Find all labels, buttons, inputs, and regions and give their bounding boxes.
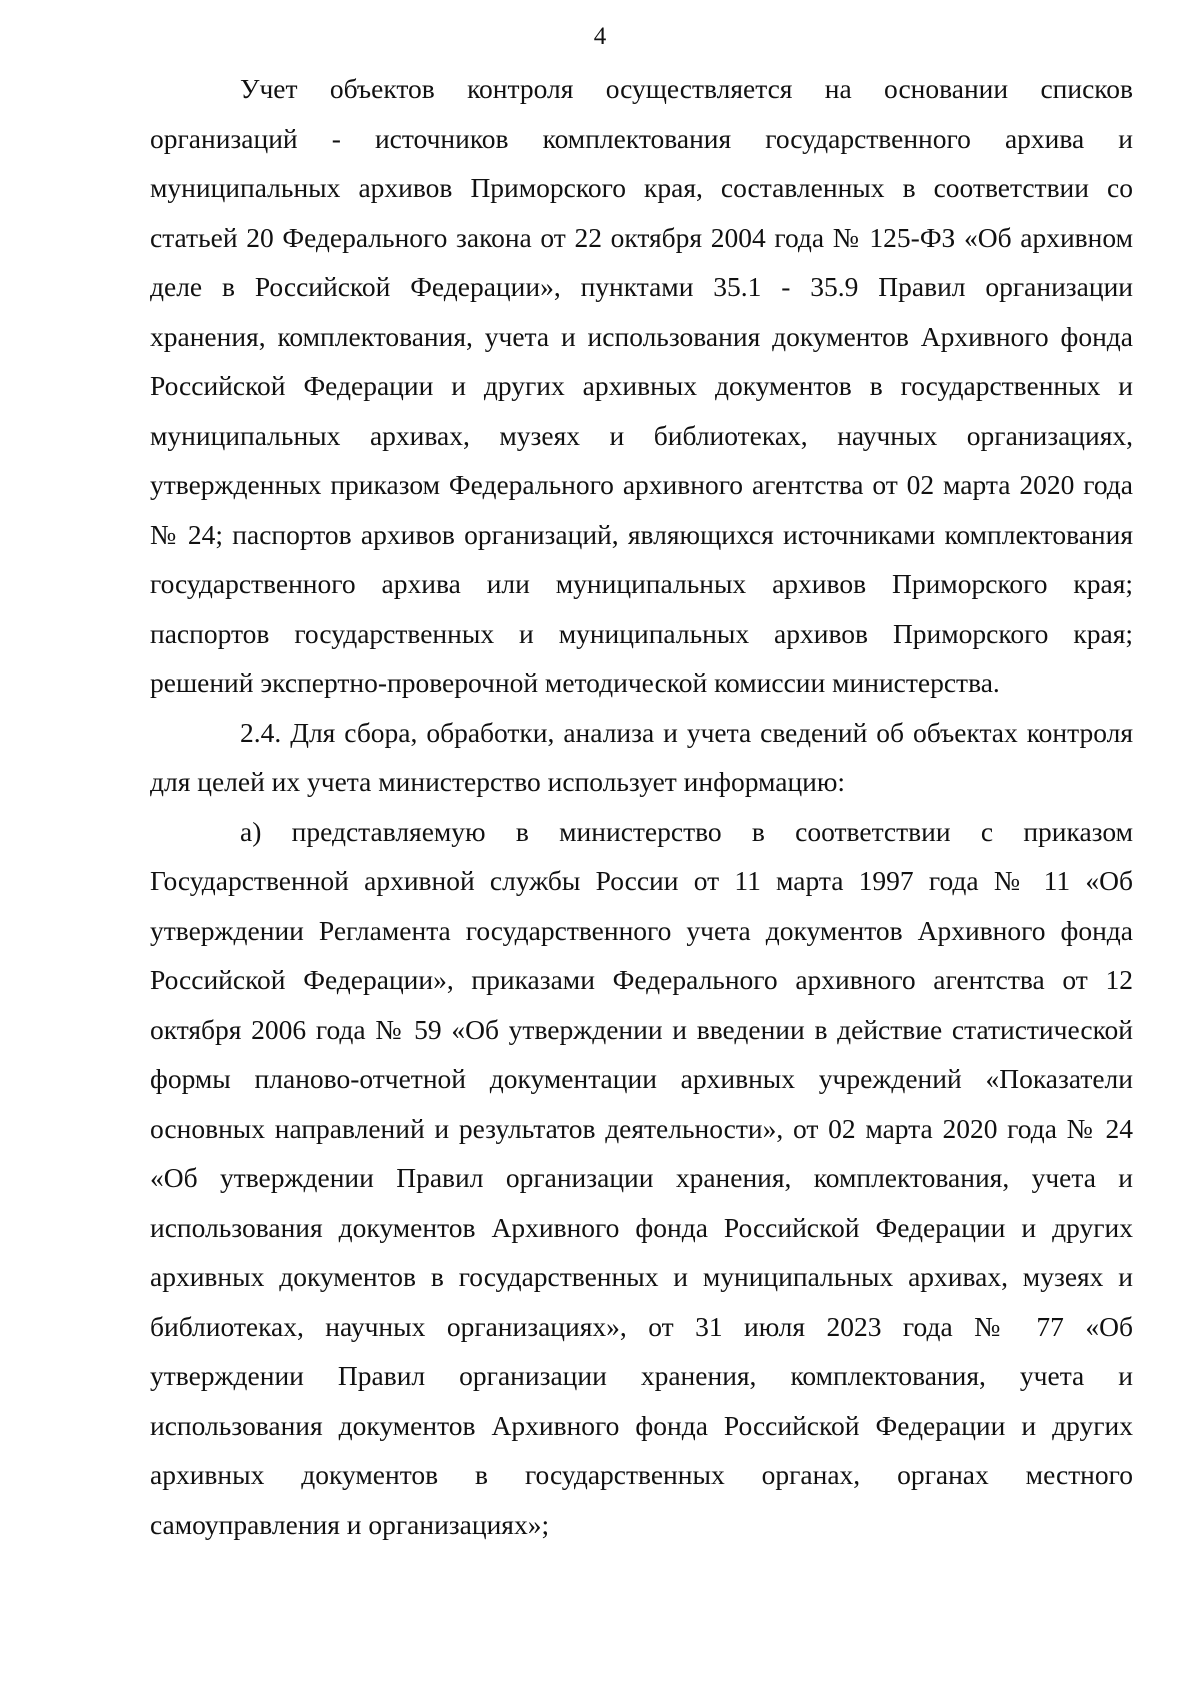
paragraph-objects-accounting: Учет объектов контроля осуществляется на основании списков организаций - источников комплектования государственного архива и муниципальных архивов Приморского края, составленных в соответствии со статьей 20 Федерального закона от 22 октября 2004 года № 125-ФЗ «Об архивном деле в Российской Федерации», пунктами 35.1 - 35.9 Правил организации хранения, комплектования, учета и использования документов Архивного фонда Российской Федерации и других архивных документов в государственных и муниципальных архивах, музеях и библиотеках, научных организациях, утвержденных приказом Федерального архивного агентства от 02 марта 2020 года № 24; паспортов архивов организаций, являющихся источниками комплектования государственного архива или муниципальных архивов Приморского края; паспортов государственных и муниципальных архивов Приморского края; решений экспертно-проверочной методической комиссии министерства. <box>150 73 1133 698</box>
paragraph-item-a: а) представляемую в министерство в соответствии с приказом Государственной архивной службы России от 11 марта 1997 года № 11 «Об утверждении Регламента государственного учета документов Архивного фонда Российской Федерации», приказами Федерального архивного агентства от 12 октября 2006 года № 59 «Об утверждении и введении в действие статистической формы планово-отчетной документации архивных учреждений «Показатели основных направлений и результатов деятельности», от 02 марта 2020 года № 24 «Об утверждении Правил организации хранения, комплектования, учета и использования документов Архивного фонда Российской Федерации и других архивных документов в государственных и муниципальных архивах, музеях и библиотеках, научных организациях», от 31 июля 2023 года № 77 «Об утверждении Правил организации хранения, комплектования, учета и использования документов Архивного фонда Российской Федерации и других архивных документов в государственных органах, органах местного самоуправления и организациях»; <box>150 815 1133 1540</box>
paragraph-2-4: 2.4. Для сбора, обработки, анализа и учета сведений об объектах контроля для целей их учета министерство использует информацию: <box>150 716 1133 797</box>
page-number: 4 <box>593 23 607 50</box>
document-body <box>150 64 1133 1549</box>
